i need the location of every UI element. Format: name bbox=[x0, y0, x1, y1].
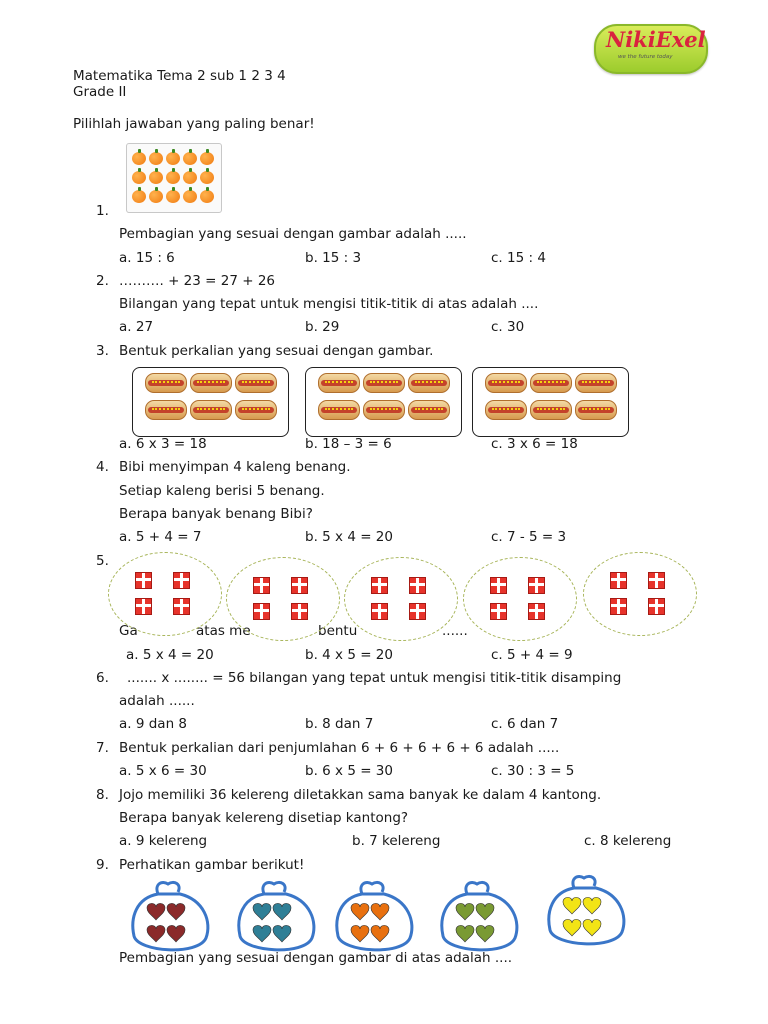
heart-marble-icon bbox=[167, 903, 185, 920]
q6-option-c[interactable]: c. 6 dan 7 bbox=[491, 716, 559, 732]
logo-text: NikiExel bbox=[606, 27, 706, 52]
hotdog-icon bbox=[485, 400, 527, 420]
heart-marble-icon bbox=[253, 903, 271, 920]
hotdog-icon bbox=[363, 373, 405, 393]
heart-marble-icon bbox=[253, 925, 271, 942]
hotdog-icon bbox=[190, 400, 232, 420]
marble-bag-icon bbox=[437, 878, 523, 958]
q4-line3: Berapa banyak benang Bibi? bbox=[119, 506, 313, 522]
orange-icon bbox=[132, 190, 146, 203]
gift-box-icon bbox=[490, 577, 507, 594]
hotdog-icon bbox=[408, 373, 450, 393]
hotdog-icon bbox=[145, 373, 187, 393]
hotdog-icon bbox=[235, 373, 277, 393]
q6-option-a[interactable]: a. 9 dan 8 bbox=[119, 716, 188, 732]
orange-icon bbox=[166, 171, 180, 184]
q7-option-b[interactable]: b. 6 x 5 = 30 bbox=[305, 763, 393, 779]
grade-label: Grade II bbox=[73, 84, 127, 100]
gift-box-icon bbox=[528, 603, 545, 620]
q7-option-a[interactable]: a. 5 x 6 = 30 bbox=[119, 763, 207, 779]
q6-option-b[interactable]: b. 8 dan 7 bbox=[305, 716, 374, 732]
hotdog-icon bbox=[190, 373, 232, 393]
heart-marble-icon bbox=[476, 903, 494, 920]
q8-number: 8. bbox=[96, 787, 109, 803]
gift-group-circle bbox=[344, 557, 458, 641]
q3-text: Bentuk perkalian yang sesuai dengan gambar. bbox=[119, 343, 434, 359]
q3-option-b[interactable]: b. 18 – 3 = 6 bbox=[305, 436, 392, 452]
orange-icon bbox=[149, 190, 163, 203]
hotdog-box-c bbox=[472, 367, 629, 437]
heart-marble-icon bbox=[371, 925, 389, 942]
q9-number: 9. bbox=[96, 857, 109, 873]
gift-box-icon bbox=[610, 572, 627, 589]
orange-icon bbox=[183, 171, 197, 184]
hotdog-icon bbox=[318, 400, 360, 420]
gift-group-circle bbox=[583, 552, 697, 636]
q5-text-fragment-1: Ga bbox=[119, 623, 138, 639]
orange-icon bbox=[166, 190, 180, 203]
heart-marble-icon bbox=[456, 903, 474, 920]
gift-box-icon bbox=[490, 603, 507, 620]
q9-text: Perhatikan gambar berikut! bbox=[119, 857, 305, 873]
hotdog-icon bbox=[575, 373, 617, 393]
orange-icon bbox=[149, 171, 163, 184]
instruction: Pilihlah jawaban yang paling benar! bbox=[73, 116, 315, 132]
q1-text: Pembagian yang sesuai dengan gambar adalah ..... bbox=[119, 226, 467, 242]
orange-icon bbox=[200, 171, 214, 184]
heart-marble-icon bbox=[273, 925, 291, 942]
marble-bag-icon bbox=[128, 878, 214, 958]
gift-box-icon bbox=[253, 603, 270, 620]
gift-box-icon bbox=[173, 572, 190, 589]
q5-text-fragment-2: atas me bbox=[196, 623, 251, 639]
orange-icon bbox=[200, 190, 214, 203]
q2-option-c[interactable]: c. 30 bbox=[491, 319, 525, 335]
q4-option-c[interactable]: c. 7 - 5 = 3 bbox=[491, 529, 567, 545]
orange-icon bbox=[183, 190, 197, 203]
gift-box-icon bbox=[528, 577, 545, 594]
q4-number: 4. bbox=[96, 459, 109, 475]
gift-box-icon bbox=[409, 603, 426, 620]
heart-marble-icon bbox=[456, 925, 474, 942]
q4-option-b[interactable]: b. 5 x 4 = 20 bbox=[305, 529, 393, 545]
heart-marble-icon bbox=[273, 903, 291, 920]
q5-option-c[interactable]: c. 5 + 4 = 9 bbox=[491, 647, 573, 663]
q5-option-b[interactable]: b. 4 x 5 = 20 bbox=[305, 647, 393, 663]
q8-option-a[interactable]: a. 9 kelereng bbox=[119, 833, 208, 849]
q5-number: 5. bbox=[96, 553, 109, 569]
q8-option-b[interactable]: b. 7 kelereng bbox=[352, 833, 441, 849]
q8-option-c[interactable]: c. 8 kelereng bbox=[584, 833, 672, 849]
gift-box-icon bbox=[610, 598, 627, 615]
q5-option-a[interactable]: a. 5 x 4 = 20 bbox=[126, 647, 214, 663]
gift-box-icon bbox=[135, 572, 152, 589]
q8-line2: Berapa banyak kelereng disetiap kantong? bbox=[119, 810, 409, 826]
orange-icon bbox=[149, 152, 163, 165]
heart-marble-icon bbox=[147, 903, 165, 920]
q2-option-b[interactable]: b. 29 bbox=[305, 319, 340, 335]
q8-line1: Jojo memiliki 36 kelereng diletakkan sama banyak ke dalam 4 kantong. bbox=[119, 787, 602, 803]
gift-group-circle bbox=[463, 557, 577, 641]
heart-marble-icon bbox=[351, 925, 369, 942]
hotdog-icon bbox=[408, 400, 450, 420]
marble-bag-icon bbox=[332, 878, 418, 958]
q3-option-a[interactable]: a. 6 x 3 = 18 bbox=[119, 436, 207, 452]
gift-box-icon bbox=[409, 577, 426, 594]
gift-group-circle bbox=[108, 552, 222, 636]
heart-marble-icon bbox=[147, 925, 165, 942]
q5-text-fragment-4: ...... bbox=[442, 623, 468, 639]
gift-box-icon bbox=[135, 598, 152, 615]
hotdog-icon bbox=[485, 373, 527, 393]
q4-line2: Setiap kaleng berisi 5 benang. bbox=[119, 483, 325, 499]
q7-option-c[interactable]: c. 30 : 3 = 5 bbox=[491, 763, 575, 779]
q1-option-c[interactable]: c. 15 : 4 bbox=[491, 250, 546, 266]
logo-tagline: we the future today bbox=[618, 54, 673, 60]
marble-bag-icon bbox=[234, 878, 320, 958]
q7-text: Bentuk perkalian dari penjumlahan 6 + 6 + 6 + 6 + 6 adalah ..... bbox=[119, 740, 560, 756]
heart-marble-icon bbox=[351, 903, 369, 920]
hotdog-box-a bbox=[132, 367, 289, 437]
heart-marble-icon bbox=[583, 897, 601, 914]
orange-icon bbox=[166, 152, 180, 165]
q5-text-fragment-3: bentu bbox=[318, 623, 358, 639]
q4-option-a[interactable]: a. 5 + 4 = 7 bbox=[119, 529, 202, 545]
gift-box-icon bbox=[648, 598, 665, 615]
heart-marble-icon bbox=[167, 925, 185, 942]
q2-stem: ………. + 23 = 27 + 26 bbox=[119, 273, 276, 289]
heart-marble-icon bbox=[371, 903, 389, 920]
orange-icon bbox=[132, 171, 146, 184]
hotdog-icon bbox=[145, 400, 187, 420]
gift-box-icon bbox=[253, 577, 270, 594]
hotdog-icon bbox=[575, 400, 617, 420]
q9-question: Pembagian yang sesuai dengan gambar di atas adalah .... bbox=[119, 950, 513, 966]
q6-line2: adalah ...... bbox=[119, 693, 195, 709]
hotdog-icon bbox=[530, 373, 572, 393]
q1-number: 1. bbox=[96, 203, 109, 219]
gift-box-icon bbox=[291, 577, 308, 594]
gift-group-circle bbox=[226, 557, 340, 641]
gift-box-icon bbox=[648, 572, 665, 589]
q7-number: 7. bbox=[96, 740, 109, 756]
marble-bag-icon bbox=[544, 872, 630, 952]
q2-option-a[interactable]: a. 27 bbox=[119, 319, 154, 335]
orange-icon bbox=[183, 152, 197, 165]
heart-marble-icon bbox=[583, 919, 601, 936]
hotdog-box-b bbox=[305, 367, 462, 437]
q1-option-b[interactable]: b. 15 : 3 bbox=[305, 250, 362, 266]
oranges-picture bbox=[126, 143, 222, 213]
q6-line1: ....... x ........ = 56 bilangan yang tepat untuk mengisi titik-titik disamping bbox=[127, 670, 622, 686]
q3-option-c[interactable]: c. 3 x 6 = 18 bbox=[491, 436, 578, 452]
gift-box-icon bbox=[371, 603, 388, 620]
heart-marble-icon bbox=[563, 897, 581, 914]
q4-line1: Bibi menyimpan 4 kaleng benang. bbox=[119, 459, 351, 475]
q1-option-a[interactable]: a. 15 : 6 bbox=[119, 250, 175, 266]
heart-marble-icon bbox=[563, 919, 581, 936]
q2-text: Bilangan yang tepat untuk mengisi titik-titik di atas adalah .... bbox=[119, 296, 539, 312]
q3-number: 3. bbox=[96, 343, 109, 359]
orange-icon bbox=[132, 152, 146, 165]
q6-number: 6. bbox=[96, 670, 109, 686]
hotdog-icon bbox=[318, 373, 360, 393]
worksheet-title: Matematika Tema 2 sub 1 2 3 4 bbox=[73, 68, 286, 84]
gift-box-icon bbox=[291, 603, 308, 620]
heart-marble-icon bbox=[476, 925, 494, 942]
hotdog-icon bbox=[235, 400, 277, 420]
hotdog-icon bbox=[530, 400, 572, 420]
q2-number: 2. bbox=[96, 273, 109, 289]
hotdog-icon bbox=[363, 400, 405, 420]
orange-icon bbox=[200, 152, 214, 165]
gift-box-icon bbox=[173, 598, 190, 615]
gift-box-icon bbox=[371, 577, 388, 594]
